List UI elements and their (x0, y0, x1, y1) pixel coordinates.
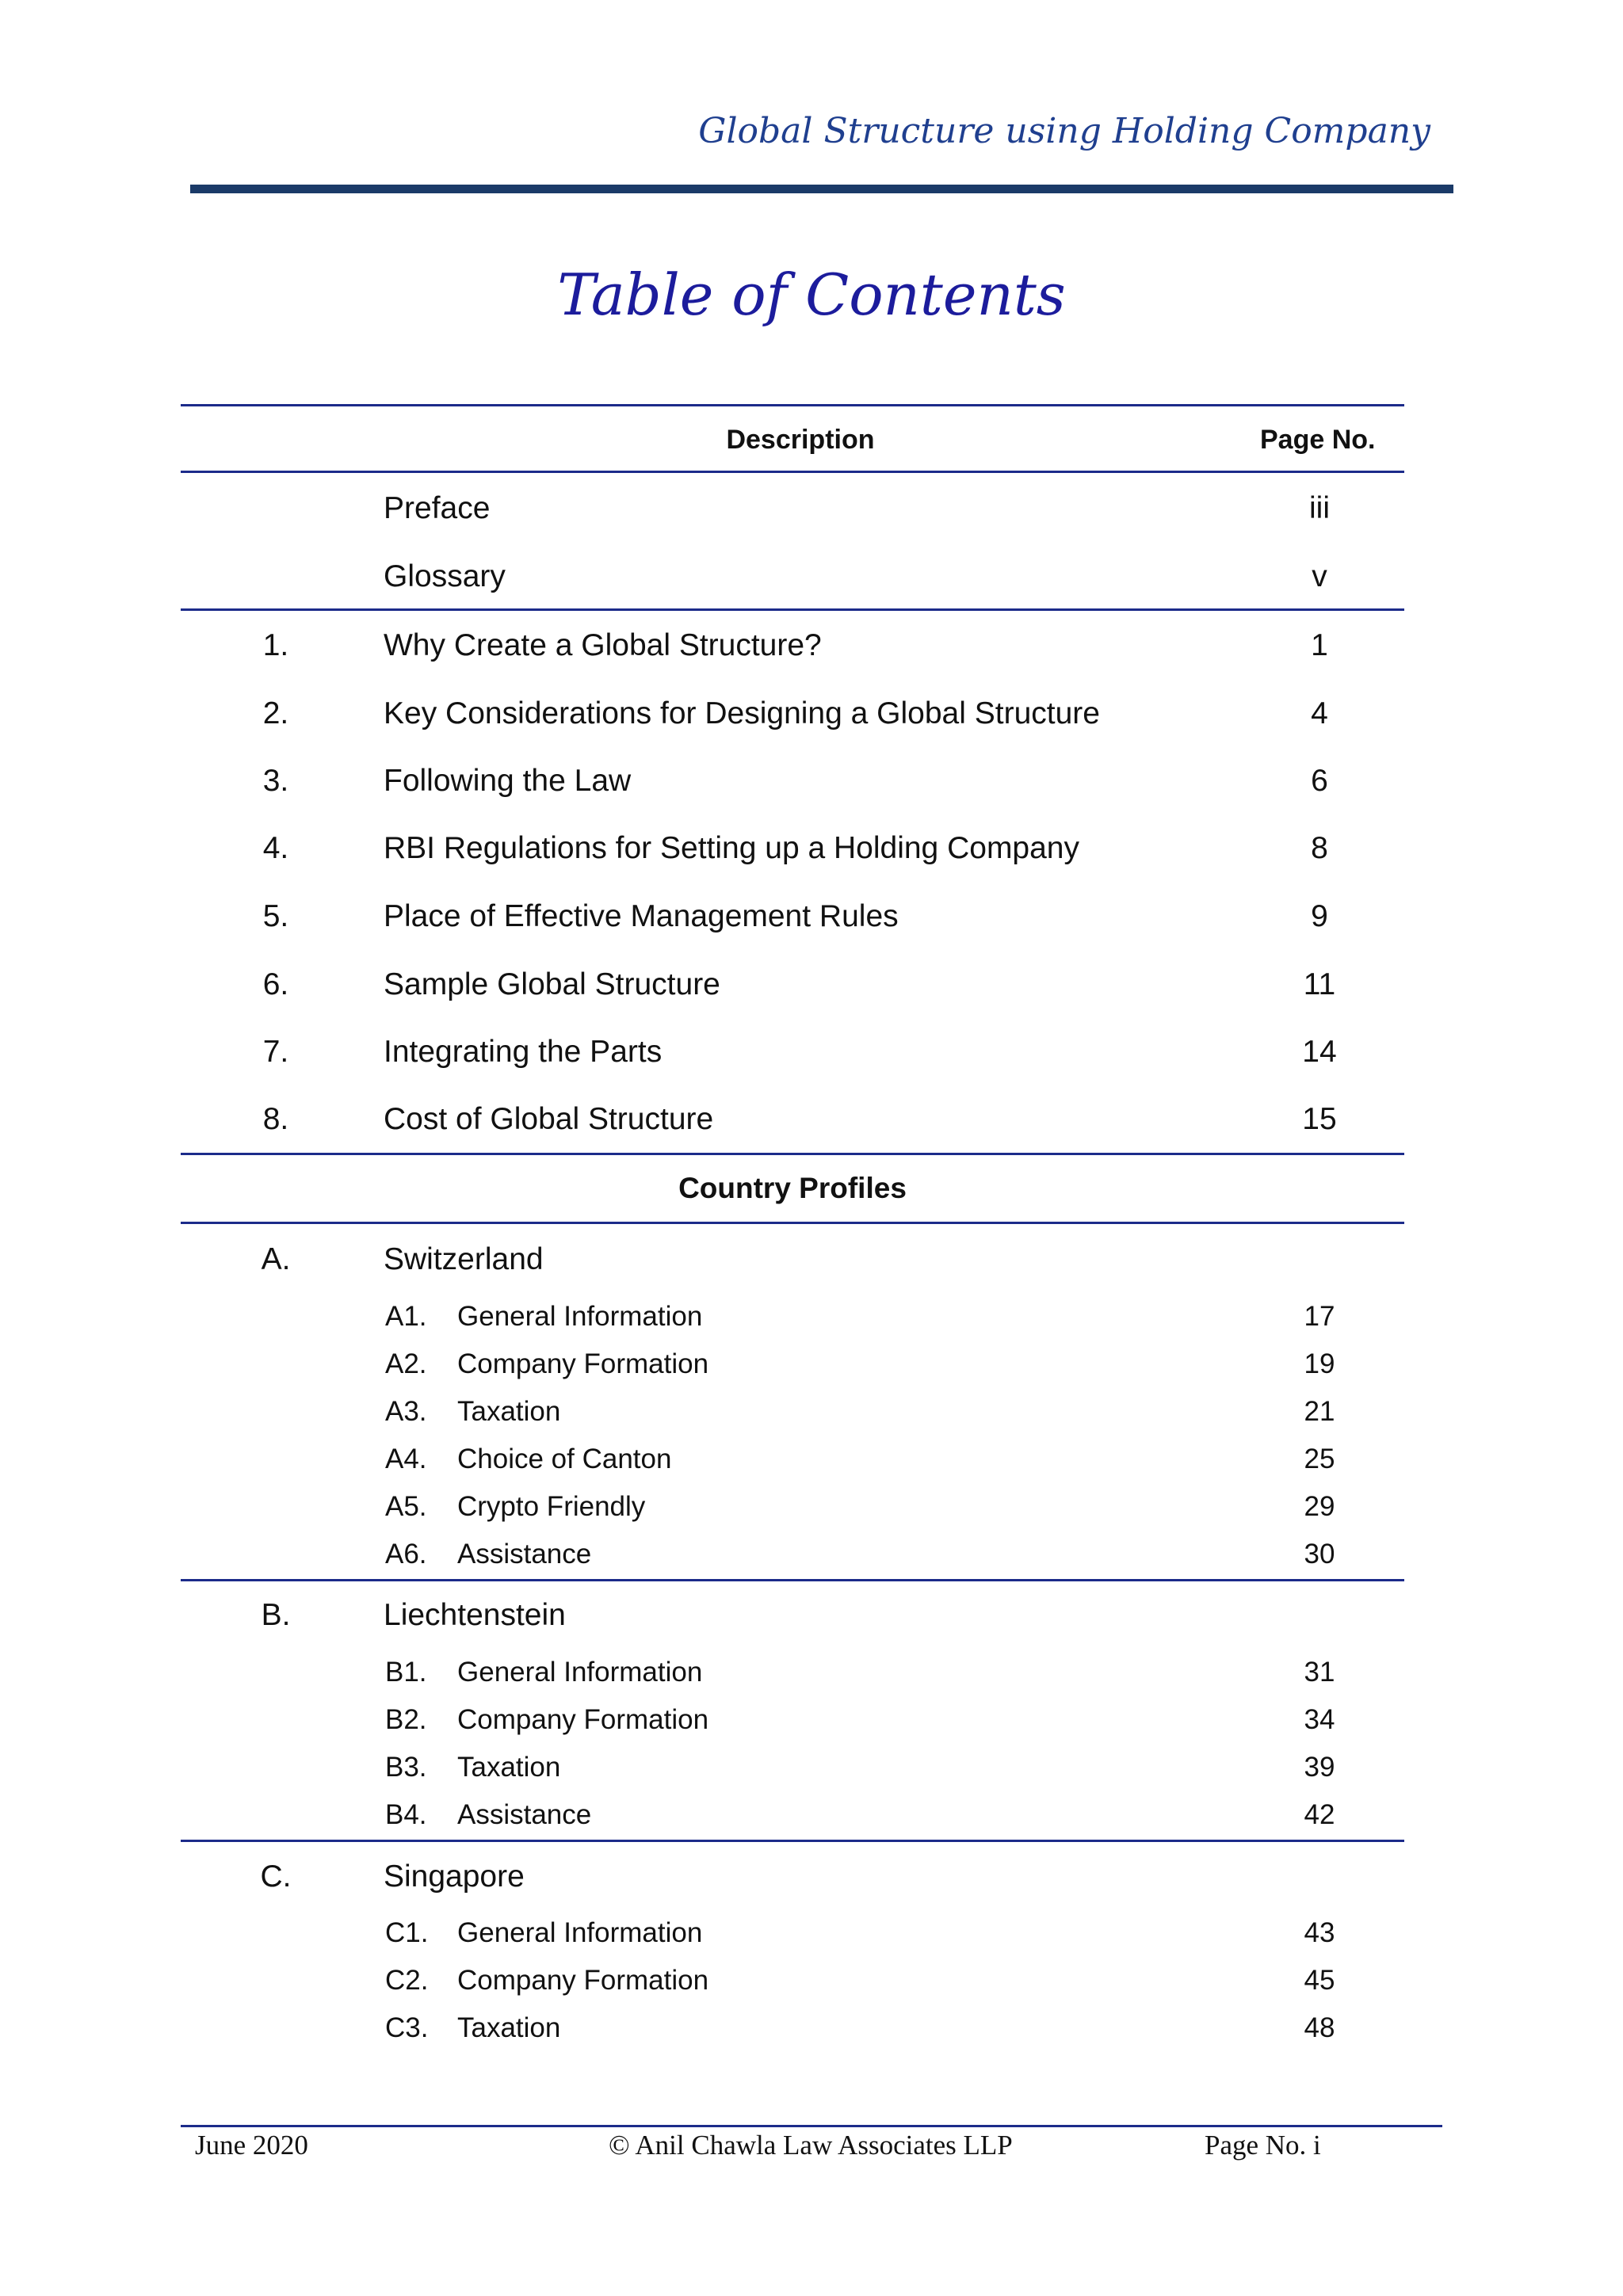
chapter-number: 6. (262, 967, 289, 1001)
rule-top (181, 404, 1404, 406)
chapter-number: 8. (262, 1102, 289, 1136)
country-row[interactable] (0, 1853, 1623, 1901)
front-matter-label: Preface (384, 491, 491, 525)
front-matter-label: Glossary (384, 559, 506, 593)
sub-item-row[interactable] (0, 1957, 1623, 2004)
sub-item-page: 39 (1304, 1752, 1335, 1783)
sub-item-row[interactable] (0, 1483, 1623, 1531)
chapter-page: 15 (1302, 1102, 1337, 1136)
sub-item-row[interactable] (0, 1696, 1623, 1744)
sub-item-row[interactable] (0, 1649, 1623, 1696)
sub-item-label: Assistance (457, 1799, 592, 1830)
sub-item-code: C2. (385, 1965, 429, 1996)
chapter-page: 1 (1311, 628, 1328, 662)
sub-item-page: 42 (1304, 1799, 1335, 1830)
chapter-number: 5. (262, 899, 289, 933)
footer-date: June 2020 (195, 2130, 308, 2161)
footer-page-number: Page No. i (1205, 2130, 1321, 2161)
chapter-row[interactable] (0, 690, 1623, 738)
header-rule (190, 185, 1453, 193)
sub-item-row[interactable] (0, 1791, 1623, 1839)
sub-item-page: 29 (1304, 1491, 1335, 1522)
sub-item-row[interactable] (0, 1744, 1623, 1791)
front-matter-page: v (1312, 559, 1327, 593)
chapter-page: 4 (1311, 696, 1328, 730)
sub-item-label: Crypto Friendly (457, 1491, 646, 1522)
sub-item-code: A2. (385, 1348, 427, 1379)
page-header: Page No. (1260, 425, 1376, 455)
sub-item-label: General Information (457, 1657, 703, 1688)
chapter-row[interactable] (0, 757, 1623, 805)
sub-item-code: A6. (385, 1539, 427, 1569)
chapter-label: Following the Law (384, 764, 632, 798)
rule-chapters (181, 1153, 1404, 1155)
chapter-row[interactable] (0, 961, 1623, 1009)
sub-item-page: 43 (1304, 1917, 1335, 1948)
sub-item-code: C3. (385, 2012, 429, 2043)
sub-item-label: Company Formation (457, 1704, 709, 1735)
sub-item-label: Company Formation (457, 1965, 709, 1996)
chapter-label: Key Considerations for Designing a Global Structure (384, 696, 1100, 730)
sub-item-page: 30 (1304, 1539, 1335, 1569)
sub-item-label: Taxation (457, 1752, 561, 1783)
rule-country-profiles (181, 1222, 1404, 1224)
chapter-row[interactable] (0, 1028, 1623, 1076)
sub-item-code: A5. (385, 1491, 427, 1522)
country-letter: A. (261, 1242, 291, 1276)
chapter-number: 1. (262, 628, 289, 662)
description-header: Description (726, 425, 875, 455)
chapter-label: Sample Global Structure (384, 967, 720, 1001)
rule-country-b (181, 1840, 1404, 1842)
sub-item-label: Taxation (457, 2012, 561, 2043)
sub-item-label: Taxation (457, 1396, 561, 1427)
list-item[interactable] (0, 485, 1623, 532)
chapter-label: Cost of Global Structure (384, 1102, 714, 1136)
rule-country-a (181, 1579, 1404, 1581)
sub-item-label: Company Formation (457, 1348, 709, 1379)
page-title: Table of Contents (557, 261, 1066, 328)
sub-item-page: 48 (1304, 2012, 1335, 2043)
sub-item-code: A3. (385, 1396, 427, 1427)
sub-item-row[interactable] (0, 1436, 1623, 1483)
chapter-row[interactable] (0, 825, 1623, 872)
chapter-page: 14 (1302, 1035, 1337, 1069)
sub-item-row[interactable] (0, 1293, 1623, 1341)
front-matter-page: iii (1309, 491, 1330, 525)
sub-item-label: Choice of Canton (457, 1444, 672, 1474)
sub-item-row[interactable] (0, 1388, 1623, 1436)
country-profiles-row (0, 1165, 1623, 1212)
sub-item-code: B3. (385, 1752, 427, 1783)
sub-item-code: A1. (385, 1301, 427, 1332)
country-name: Singapore (384, 1859, 525, 1894)
country-row[interactable] (0, 1592, 1623, 1639)
sub-item-page: 17 (1304, 1301, 1335, 1332)
chapter-row[interactable] (0, 1096, 1623, 1143)
running-header: Global Structure using Holding Company (698, 111, 1430, 151)
sub-item-row[interactable] (0, 1531, 1623, 1578)
sub-item-page: 34 (1304, 1704, 1335, 1735)
chapter-number: 7. (262, 1035, 289, 1069)
chapter-label: Place of Effective Management Rules (384, 899, 899, 933)
country-name: Switzerland (384, 1242, 544, 1276)
sub-item-row[interactable] (0, 1909, 1623, 1957)
chapter-page: 6 (1311, 764, 1328, 798)
sub-item-row[interactable] (0, 1341, 1623, 1388)
chapter-label: Integrating the Parts (384, 1035, 663, 1069)
sub-item-code: B1. (385, 1657, 427, 1688)
chapter-label: RBI Regulations for Setting up a Holding Company (384, 831, 1079, 865)
chapter-number: 3. (262, 764, 289, 798)
chapter-number: 4. (262, 831, 289, 865)
sub-item-code: A4. (385, 1444, 427, 1474)
country-profiles-heading: Country Profiles (678, 1172, 907, 1204)
sub-item-page: 21 (1304, 1396, 1335, 1427)
sub-item-code: C1. (385, 1917, 429, 1948)
sub-item-page: 25 (1304, 1444, 1335, 1474)
chapter-number: 2. (262, 696, 289, 730)
list-item[interactable] (0, 553, 1623, 601)
sub-item-label: Assistance (457, 1539, 592, 1569)
sub-item-page: 45 (1304, 1965, 1335, 1996)
sub-item-code: B2. (385, 1704, 427, 1735)
footer-rule (181, 2125, 1442, 2127)
rule-header-bottom (181, 471, 1404, 473)
country-letter: B. (261, 1598, 291, 1632)
chapter-page: 8 (1311, 831, 1328, 865)
country-letter: C. (260, 1859, 292, 1894)
country-row[interactable] (0, 1236, 1623, 1283)
country-name: Liechtenstein (384, 1598, 566, 1632)
chapter-row[interactable] (0, 893, 1623, 940)
sub-item-row[interactable] (0, 2004, 1623, 2052)
chapter-page: 9 (1311, 899, 1328, 933)
rule-front-matter (181, 608, 1404, 611)
sub-item-page: 19 (1304, 1348, 1335, 1379)
sub-item-label: General Information (457, 1301, 703, 1332)
footer-copyright: © Anil Chawla Law Associates LLP (609, 2130, 1013, 2161)
sub-item-page: 31 (1304, 1657, 1335, 1688)
table-header-row (0, 416, 1623, 463)
sub-item-label: General Information (457, 1917, 703, 1948)
sub-item-code: B4. (385, 1799, 427, 1830)
chapter-page: 11 (1303, 967, 1336, 1001)
chapter-row[interactable] (0, 622, 1623, 669)
chapter-label: Why Create a Global Structure? (384, 628, 822, 662)
